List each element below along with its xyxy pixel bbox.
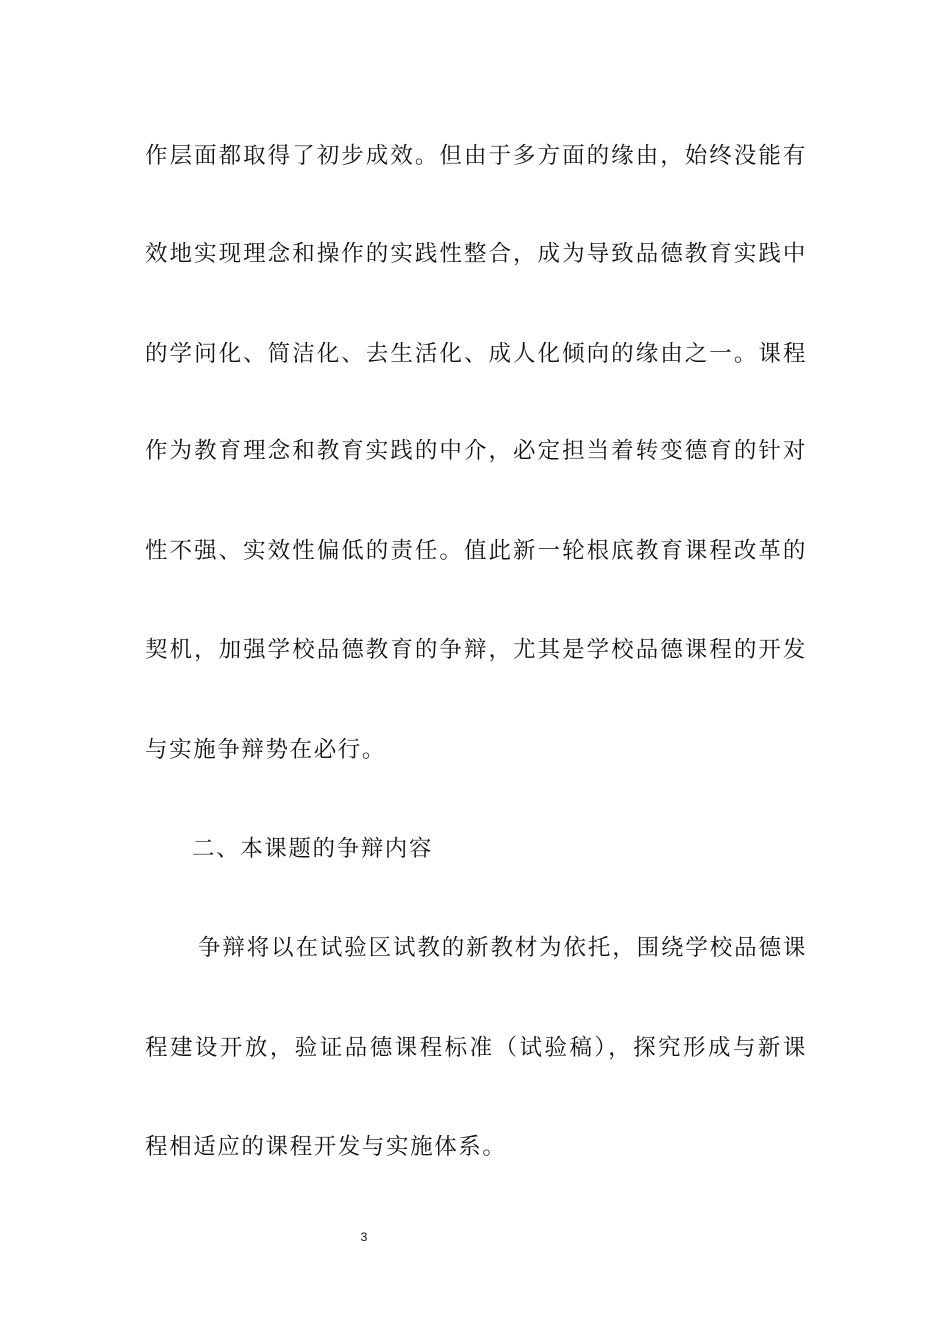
body-text-line: 性不强、实效性偏低的责任。值此新一轮根底教育课程改革的: [145, 538, 807, 564]
body-text-line: 作为教育理念和教育实践的中介，必定担当着转变德育的针对: [145, 438, 807, 464]
body-text-line: 与实施争辩势在必行。: [145, 737, 387, 763]
body-text-line: 争辩将以在试验区试教的新教材为依托，围绕学校品德课: [198, 935, 807, 961]
body-text-line: 程相适应的课程开发与实施体系。: [145, 1134, 507, 1160]
section-heading: 二、本课题的争辩内容: [192, 836, 434, 862]
body-text-line: 契机，加强学校品德教育的争辩，尤其是学校品德课程的开发: [145, 637, 807, 663]
body-text-line: 效地实现理念和操作的实践性整合，成为导致品德教育实践中: [145, 241, 807, 267]
body-text-line: 程建设开放，验证品德课程标准（试验稿），探究形成与新课: [145, 1035, 807, 1061]
body-text-line: 的学问化、简洁化、去生活化、成人化倾向的缘由之一。课程: [145, 341, 807, 367]
page-number: 3: [360, 1230, 368, 1244]
body-text-line: 作层面都取得了初步成效。但由于多方面的缘由，始终没能有: [145, 143, 807, 169]
